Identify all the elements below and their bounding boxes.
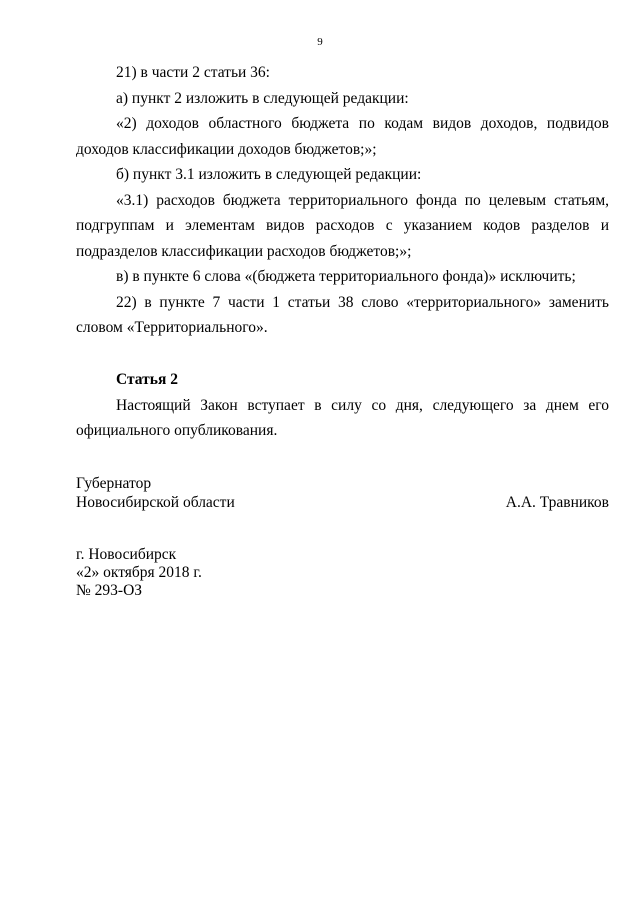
law-number: № 293-ОЗ [76,582,143,599]
amendment-paragraph: б) пункт 3.1 изложить в следующей редакции: [116,166,422,183]
amendment-paragraph: 22) в пункте 7 части 1 статьи 38 слово «территориального» заменить словом «Территориального». [76,293,609,336]
amendment-paragraph: «3.1) расходов бюджета территориального фонда по целевым статьям, подгруппам и элементам видов расходов с указанием кодов разделов и подразделов классификации расходов бюджетов;»; [76,191,609,260]
article-text: Настоящий Закон вступает в силу со дня, следующего за днем его официального опубликования. [76,396,609,439]
signatory-region: Новосибирской области [76,494,235,511]
article-2 [76,367,609,444]
place-date-block [76,546,202,600]
date: «2» октября 2018 г. [76,564,202,581]
amendment-paragraph: «2) доходов областного бюджета по кодам видов доходов, подвидов доходов классификации доходов бюджетов;»; [76,115,609,158]
signatory-position: Губернатор [76,475,152,492]
signature-block [76,474,609,512]
amendment-paragraph: 21) в части 2 статьи 36: [116,64,270,81]
amendment-paragraph: в) в пункте 6 слова «(бюджета территориального фонда)» исключить; [116,268,576,285]
page-number: 9 [317,36,323,48]
city: г. Новосибирск [76,546,177,563]
amendment-paragraph: а) пункт 2 изложить в следующей редакции: [116,89,409,107]
signatory-name: А.А. Травников [505,494,609,511]
article-heading: Статья 2 [116,371,178,388]
amendments-list [76,60,609,341]
